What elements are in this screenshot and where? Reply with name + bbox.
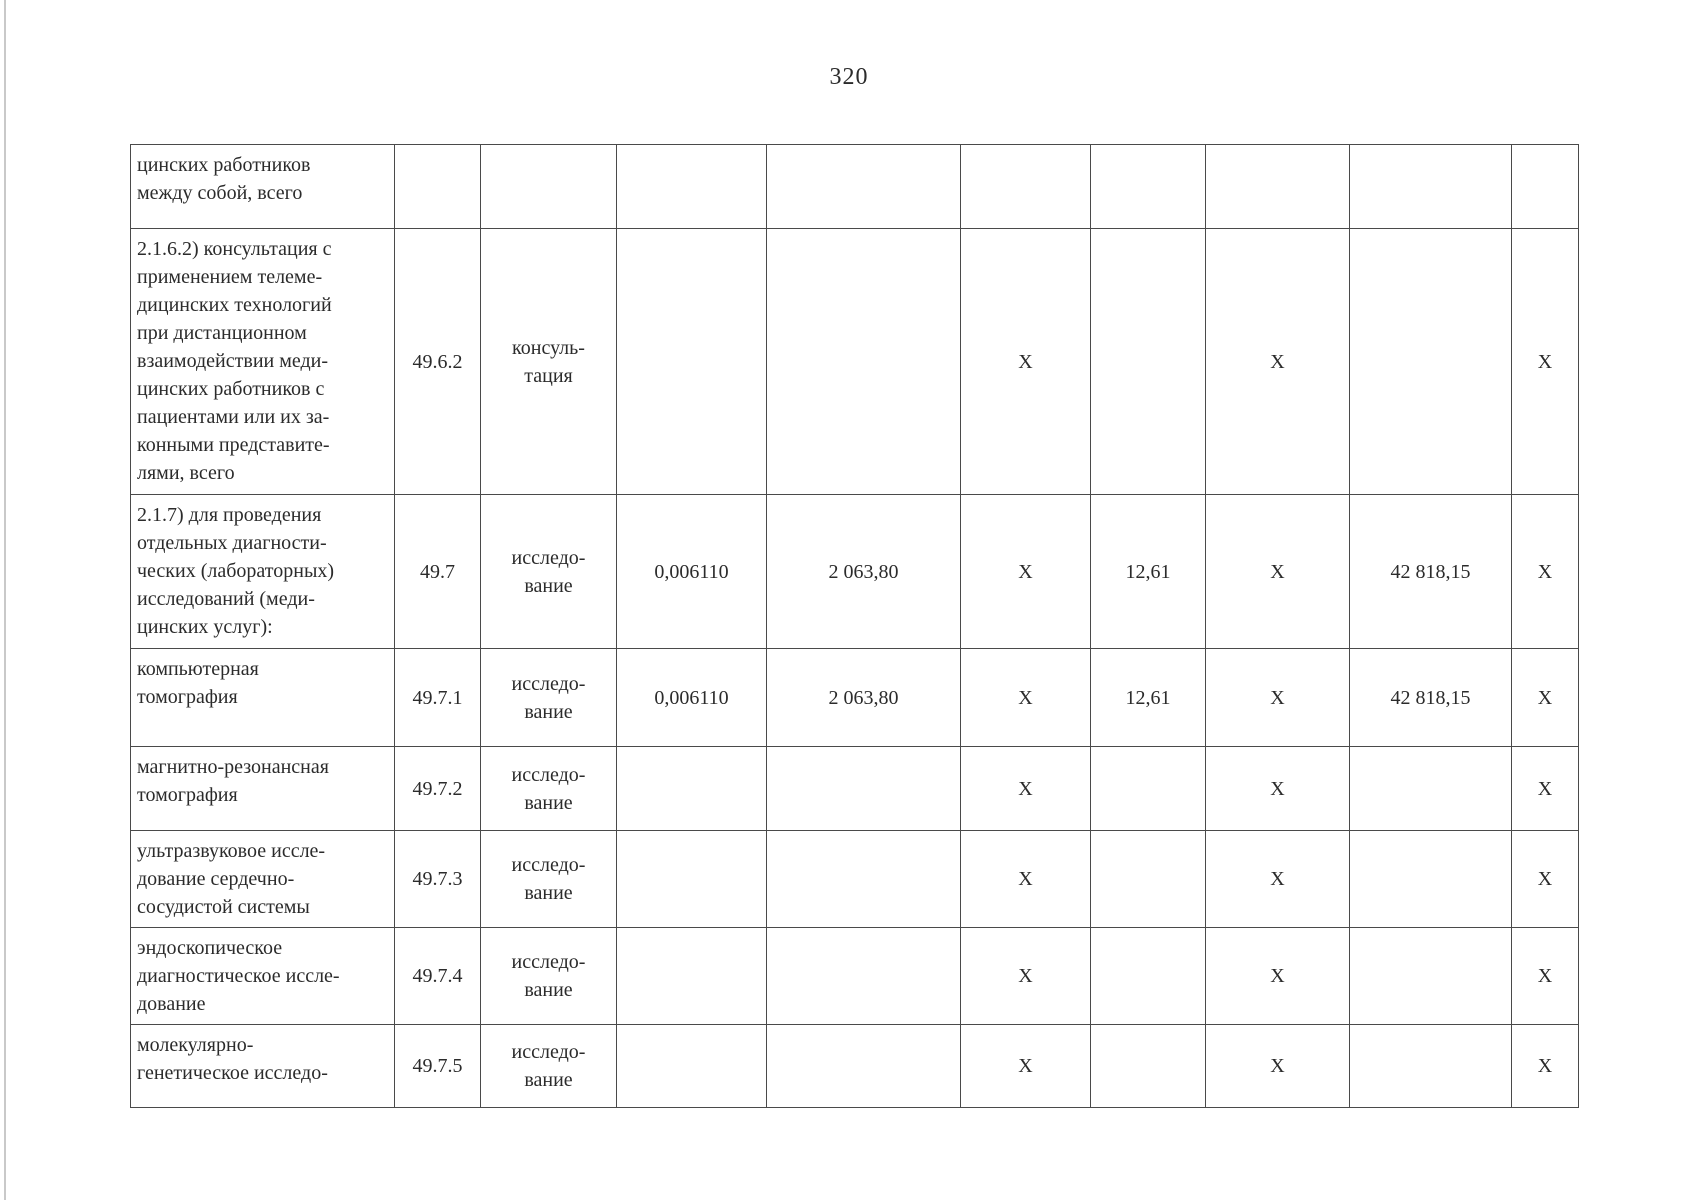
col7-cell bbox=[1091, 229, 1206, 495]
service-name-cell: компьютерная томография bbox=[131, 649, 395, 747]
norm-volume-cell: 0,006110 bbox=[617, 495, 767, 649]
col7-cell bbox=[1091, 145, 1206, 229]
col10-cell: X bbox=[1512, 229, 1579, 495]
unit-cell: исследо- вание bbox=[481, 831, 617, 928]
col6-cell: X bbox=[961, 831, 1091, 928]
table-row bbox=[131, 229, 1579, 495]
table-row bbox=[131, 145, 1579, 229]
col8-cell: X bbox=[1206, 831, 1350, 928]
norm-volume-cell bbox=[617, 1025, 767, 1108]
col9-cell bbox=[1350, 747, 1512, 831]
code-cell bbox=[395, 145, 481, 229]
col9-cell: 42 818,15 bbox=[1350, 495, 1512, 649]
code-cell: 49.7.4 bbox=[395, 928, 481, 1025]
service-name-cell: ультразвуковое иссле- дование сердечно- сосудистой системы bbox=[131, 831, 395, 928]
col6-cell: X bbox=[961, 747, 1091, 831]
unit-cell: консуль- тация bbox=[481, 229, 617, 495]
col10-cell: X bbox=[1512, 495, 1579, 649]
norm-volume-cell: 0,006110 bbox=[617, 649, 767, 747]
col6-cell: X bbox=[961, 229, 1091, 495]
norm-volume-cell bbox=[617, 229, 767, 495]
norm-cost-cell bbox=[767, 1025, 961, 1108]
col9-cell bbox=[1350, 928, 1512, 1025]
norm-cost-cell bbox=[767, 229, 961, 495]
col10-cell: X bbox=[1512, 928, 1579, 1025]
code-cell: 49.6.2 bbox=[395, 229, 481, 495]
col8-cell bbox=[1206, 145, 1350, 229]
norm-volume-cell bbox=[617, 928, 767, 1025]
norm-cost-cell bbox=[767, 928, 961, 1025]
col8-cell: X bbox=[1206, 229, 1350, 495]
service-name-cell: 2.1.7) для проведения отдельных диагности- ческих (лабораторных) исследований (меди- цинских услуг): bbox=[131, 495, 395, 649]
code-cell: 49.7.1 bbox=[395, 649, 481, 747]
col7-cell bbox=[1091, 747, 1206, 831]
col6-cell bbox=[961, 145, 1091, 229]
norm-cost-cell bbox=[767, 831, 961, 928]
col6-cell: X bbox=[961, 1025, 1091, 1108]
norm-cost-cell bbox=[767, 747, 961, 831]
col10-cell: X bbox=[1512, 1025, 1579, 1108]
norm-volume-cell bbox=[617, 747, 767, 831]
col9-cell bbox=[1350, 229, 1512, 495]
col9-cell bbox=[1350, 145, 1512, 229]
norm-volume-cell bbox=[617, 145, 767, 229]
table-row bbox=[131, 928, 1579, 1025]
col9-cell: 42 818,15 bbox=[1350, 649, 1512, 747]
table-row bbox=[131, 1025, 1579, 1108]
table-row bbox=[131, 747, 1579, 831]
col6-cell: X bbox=[961, 649, 1091, 747]
col8-cell: X bbox=[1206, 928, 1350, 1025]
col10-cell: X bbox=[1512, 747, 1579, 831]
col7-cell: 12,61 bbox=[1091, 495, 1206, 649]
col10-cell bbox=[1512, 145, 1579, 229]
unit-cell: исследо- вание bbox=[481, 495, 617, 649]
col6-cell: X bbox=[961, 495, 1091, 649]
col8-cell: X bbox=[1206, 649, 1350, 747]
unit-cell: исследо- вание bbox=[481, 928, 617, 1025]
table-row bbox=[131, 831, 1579, 928]
norm-cost-cell: 2 063,80 bbox=[767, 649, 961, 747]
unit-cell: исследо- вание bbox=[481, 747, 617, 831]
norm-cost-cell: 2 063,80 bbox=[767, 495, 961, 649]
col10-cell: X bbox=[1512, 831, 1579, 928]
table-row bbox=[131, 495, 1579, 649]
col8-cell: X bbox=[1206, 1025, 1350, 1108]
col6-cell: X bbox=[961, 928, 1091, 1025]
service-name-cell: эндоскопическое диагностическое иссле- дование bbox=[131, 928, 395, 1025]
code-cell: 49.7 bbox=[395, 495, 481, 649]
unit-cell: исследо- вание bbox=[481, 649, 617, 747]
col8-cell: X bbox=[1206, 495, 1350, 649]
service-name-cell: 2.1.6.2) консультация с применением телеме- дицинских технологий при дистанционном взаимодействии меди- цинских работников с пациентами или их за- конными представите- лями, всего bbox=[131, 229, 395, 495]
code-cell: 49.7.2 bbox=[395, 747, 481, 831]
col7-cell: 12,61 bbox=[1091, 649, 1206, 747]
page-number: 320 bbox=[829, 64, 869, 90]
col9-cell bbox=[1350, 1025, 1512, 1108]
code-cell: 49.7.5 bbox=[395, 1025, 481, 1108]
norm-cost-cell bbox=[767, 145, 961, 229]
scan-edge-line bbox=[4, 0, 6, 1200]
col7-cell bbox=[1091, 831, 1206, 928]
service-name-cell: магнитно-резонансная томография bbox=[131, 747, 395, 831]
service-name-cell: цинских работников между собой, всего bbox=[131, 145, 395, 229]
code-cell: 49.7.3 bbox=[395, 831, 481, 928]
unit-cell bbox=[481, 145, 617, 229]
col8-cell: X bbox=[1206, 747, 1350, 831]
col10-cell: X bbox=[1512, 649, 1579, 747]
services-table bbox=[130, 144, 1579, 1108]
service-name-cell: молекулярно- генетическое исследо- bbox=[131, 1025, 395, 1108]
unit-cell: исследо- вание bbox=[481, 1025, 617, 1108]
col7-cell bbox=[1091, 928, 1206, 1025]
table-row bbox=[131, 649, 1579, 747]
col9-cell bbox=[1350, 831, 1512, 928]
col7-cell bbox=[1091, 1025, 1206, 1108]
norm-volume-cell bbox=[617, 831, 767, 928]
